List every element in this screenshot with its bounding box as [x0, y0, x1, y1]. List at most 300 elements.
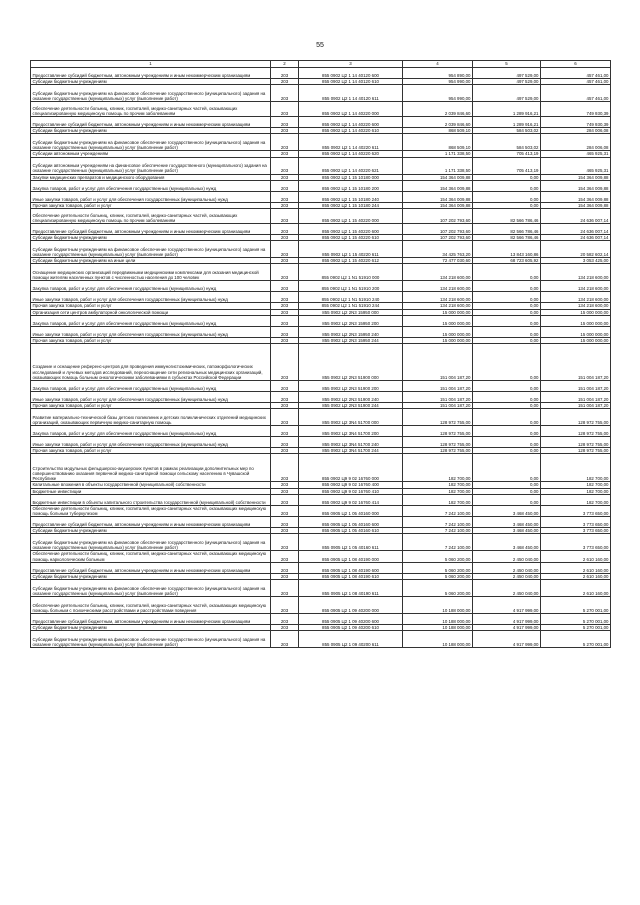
row-amount-unexecuted: 5 270 001,00: [541, 625, 611, 631]
row-amount-executed: 4 917 999,00: [473, 597, 541, 614]
row-classification-code: 855 0902 Ц9 9 02 16760 400: [299, 482, 403, 488]
row-amount-plan: 5 060 200,00: [403, 562, 473, 573]
row-code: 203: [271, 180, 299, 191]
row-amount-unexecuted: 24 636 007,14: [541, 224, 611, 235]
row-amount-plan: 15 000 000,00: [403, 326, 473, 337]
row-amount-unexecuted: 182 700,00: [541, 488, 611, 494]
row-amount-executed: 705 413,19: [473, 151, 541, 157]
row-code: 203: [271, 157, 299, 174]
row-amount-unexecuted: 151 004 187,20: [541, 392, 611, 403]
row-description: Прочая закупка товаров, работ и услуг: [31, 403, 271, 409]
row-amount-executed: 3 468 450,00: [473, 534, 541, 551]
row-amount-executed: 0,00: [473, 191, 541, 202]
table-row: [31, 264, 611, 281]
row-classification-code: 855 0902 Ц2 1 N1 51910 240: [299, 292, 403, 303]
row-amount-plan: 34 425 763,20: [403, 241, 473, 258]
table-row: [31, 224, 611, 235]
row-amount-unexecuted: 3 773 650,00: [541, 528, 611, 534]
table-body: [31, 68, 611, 648]
row-description: Субсидии бюджетным учреждениям на финансовое обеспечение государственного (муниципального) задания на оказание государственных (муниципальных) услуг (выполнение работ): [31, 241, 271, 258]
table-row: [31, 426, 611, 437]
row-code: 203: [271, 597, 299, 614]
row-code: 203: [271, 134, 299, 151]
row-description: Предоставление субсидий бюджетным, автономным учреждениям и иным некоммерческим организациям: [31, 562, 271, 573]
row-amount-executed: 0,00: [473, 409, 541, 426]
budget-table: [30, 60, 611, 648]
table-row: [31, 209, 611, 224]
row-amount-unexecuted: 3 053 425,00: [541, 258, 611, 264]
row-classification-code: 855 0902 Ц2 3N4 51700 000: [299, 409, 403, 426]
row-amount-unexecuted: 154 364 009,88: [541, 180, 611, 191]
row-description: Прочая закупка товаров, работ и услуг: [31, 448, 271, 454]
row-description: Иные закупки товаров, работ и услуг для обеспечения государственных (муниципальных) нужд: [31, 292, 271, 303]
row-amount-plan: 154 364 009,88: [403, 202, 473, 208]
row-amount-unexecuted: 182 700,00: [541, 494, 611, 505]
row-code: 203: [271, 505, 299, 516]
table-row: [31, 292, 611, 303]
row-amount-plan: 107 202 793,60: [403, 235, 473, 241]
table-row: [31, 117, 611, 128]
row-amount-plan: 954 990,00: [403, 85, 473, 102]
row-amount-executed: 0,00: [473, 303, 541, 309]
row-classification-code: 855 0902 Ц2 2N3 15950 200: [299, 315, 403, 326]
row-amount-unexecuted: 749 930,39: [541, 117, 611, 128]
row-amount-unexecuted: 134 218 600,00: [541, 264, 611, 281]
row-amount-unexecuted: 5 270 001,00: [541, 614, 611, 625]
row-amount-plan: 10 188 000,00: [403, 631, 473, 648]
row-code: 203: [271, 309, 299, 315]
table-row: [31, 281, 611, 292]
row-description: Субсидии автономным учреждениям: [31, 151, 271, 157]
row-classification-code: 855 0902 Ц2 1 15 40220 610: [299, 235, 403, 241]
table-row: [31, 580, 611, 597]
row-amount-plan: 151 004 187,20: [403, 344, 473, 381]
row-classification-code: 855 0905 Ц2 1 09 40200 000: [299, 597, 403, 614]
row-description: Обеспечение деятельности больниц, клиник, госпиталей, медико-санитарных частей, оказывающих медицинскую помощь наркологическим больным: [31, 551, 271, 562]
row-classification-code: 855 0902 Ц2 3N4 51700 200: [299, 426, 403, 437]
row-amount-executed: 2 450 040,00: [473, 562, 541, 573]
row-classification-code: 855 0905 Ц2 1 08 40190 610: [299, 573, 403, 579]
row-code: 203: [271, 534, 299, 551]
row-amount-executed: 0,00: [473, 403, 541, 409]
row-amount-executed: 0,00: [473, 381, 541, 392]
table-row: [31, 85, 611, 102]
row-amount-unexecuted: 128 972 755,00: [541, 426, 611, 437]
row-description: Организация сети центров амбулаторной онкологической помощи: [31, 309, 271, 315]
row-classification-code: 855 0905 Ц2 1 05 40160 600: [299, 517, 403, 528]
row-amount-unexecuted: 284 006,08: [541, 134, 611, 151]
row-amount-executed: 2 450 040,00: [473, 551, 541, 562]
row-classification-code: 855 0902 Ц2 2N3 51900 200: [299, 381, 403, 392]
row-amount-executed: 0,00: [473, 454, 541, 482]
row-description: Развитие материально-технической базы детских поликлиник и детских поликлинических отделений медицинских организаций, оказывающих первичную медико-санитарную помощь: [31, 409, 271, 426]
row-amount-executed: 4 917 999,00: [473, 625, 541, 631]
row-amount-plan: 7 242 100,00: [403, 528, 473, 534]
row-code: 203: [271, 202, 299, 208]
row-amount-executed: 0,00: [473, 426, 541, 437]
row-code: 203: [271, 264, 299, 281]
row-amount-plan: 151 004 187,20: [403, 392, 473, 403]
row-classification-code: 855 0902 Ц2 2N3 51900 244: [299, 403, 403, 409]
row-amount-unexecuted: 154 364 009,88: [541, 191, 611, 202]
row-code: 203: [271, 258, 299, 264]
row-code: 203: [271, 580, 299, 597]
table-row: [31, 180, 611, 191]
row-amount-executed: 0,00: [473, 315, 541, 326]
row-description: Бюджетные инвестиции в объекты капитального строительства государственной (муниципальной) собственности: [31, 494, 271, 505]
row-amount-unexecuted: 20 582 602,14: [541, 241, 611, 258]
row-amount-unexecuted: 15 000 000,00: [541, 337, 611, 343]
row-amount-plan: 10 188 000,00: [403, 614, 473, 625]
row-amount-unexecuted: 15 000 000,00: [541, 326, 611, 337]
row-amount-executed: 0,00: [473, 482, 541, 488]
row-code: 203: [271, 326, 299, 337]
row-amount-plan: 15 000 000,00: [403, 337, 473, 343]
row-classification-code: 855 0902 Ц2 3N4 51700 240: [299, 437, 403, 448]
row-amount-unexecuted: 128 972 755,00: [541, 409, 611, 426]
row-description: Предоставление субсидий бюджетным, автономным учреждениям и иным некоммерческим организациям: [31, 224, 271, 235]
table-row: [31, 241, 611, 258]
row-classification-code: 855 0902 Ц2 2N3 51900 240: [299, 392, 403, 403]
table-row: [31, 631, 611, 648]
row-amount-executed: 0,00: [473, 202, 541, 208]
row-description: Закупка товаров, работ и услуг для обеспечения государственных (муниципальных) нужд: [31, 315, 271, 326]
row-amount-unexecuted: 2 610 160,00: [541, 580, 611, 597]
row-amount-unexecuted: 134 218 600,00: [541, 303, 611, 309]
row-code: 203: [271, 85, 299, 102]
table-row: [31, 68, 611, 79]
row-amount-plan: 1 171 338,50: [403, 157, 473, 174]
row-description: Закупка товаров, работ и услуг для обеспечения государственных (муниципальных) нужд: [31, 180, 271, 191]
row-amount-executed: 82 566 786,46: [473, 235, 541, 241]
row-amount-plan: 154 364 009,88: [403, 180, 473, 191]
row-classification-code: 855 0902 Ц2 1 15 10180 240: [299, 191, 403, 202]
row-classification-code: 855 0905 Ц2 1 05 40160 610: [299, 528, 403, 534]
row-amount-unexecuted: 2 610 160,00: [541, 573, 611, 579]
row-amount-plan: 182 700,00: [403, 494, 473, 505]
table-row: [31, 102, 611, 117]
row-classification-code: 855 0905 Ц2 1 08 40190 611: [299, 580, 403, 597]
row-amount-executed: 0,00: [473, 180, 541, 191]
row-code: 203: [271, 292, 299, 303]
row-description: Бюджетные инвестиции: [31, 488, 271, 494]
row-classification-code: 855 0902 Ц2 1 15 40220 611: [299, 241, 403, 258]
header-col-3: 3: [299, 61, 403, 68]
row-classification-code: 855 0902 Ц2 2N3 15950 000: [299, 309, 403, 315]
row-amount-executed: 0,00: [473, 448, 541, 454]
header-col-5: 5: [473, 61, 541, 68]
row-amount-plan: 2 039 846,60: [403, 117, 473, 128]
row-amount-unexecuted: 24 636 007,14: [541, 209, 611, 224]
table-row: [31, 157, 611, 174]
row-amount-plan: 107 202 793,60: [403, 209, 473, 224]
row-description: Субсидии бюджетным учреждениям на финансовое обеспечение государственного (муниципального) задания на оказание государственных (муниципальных) услуг (выполнение работ): [31, 134, 271, 151]
row-classification-code: 855 0902 Ц2 1 14 40220 621: [299, 157, 403, 174]
row-amount-unexecuted: 465 925,31: [541, 157, 611, 174]
row-amount-unexecuted: 457 461,00: [541, 79, 611, 85]
row-code: 203: [271, 381, 299, 392]
row-amount-executed: 497 529,00: [473, 79, 541, 85]
header-col-4: 4: [403, 61, 473, 68]
row-amount-executed: 0,00: [473, 264, 541, 281]
table-row: [31, 191, 611, 202]
row-amount-unexecuted: 457 461,00: [541, 68, 611, 79]
header-col-2: 2: [271, 61, 299, 68]
row-amount-executed: 0,00: [473, 437, 541, 448]
row-amount-plan: 182 700,00: [403, 482, 473, 488]
row-amount-unexecuted: 465 925,31: [541, 151, 611, 157]
row-code: 203: [271, 315, 299, 326]
row-code: 203: [271, 448, 299, 454]
row-classification-code: 855 0902 Ц2 1 15 40220 000: [299, 209, 403, 224]
row-description: Закупка товаров, работ и услуг для обеспечения государственных (муниципальных) нужд: [31, 426, 271, 437]
row-code: 203: [271, 68, 299, 79]
row-amount-unexecuted: 154 364 009,88: [541, 202, 611, 208]
row-code: 203: [271, 235, 299, 241]
row-amount-unexecuted: 154 364 009,88: [541, 174, 611, 180]
row-description: Субсидии бюджетным учреждениям: [31, 79, 271, 85]
row-description: Прочая закупка товаров, работ и услуг: [31, 337, 271, 343]
table-row: [31, 437, 611, 448]
row-classification-code: 855 0902 Ц2 1 N1 51910 244: [299, 303, 403, 309]
row-classification-code: 855 0902 Ц2 1 15 10180 200: [299, 180, 403, 191]
row-amount-executed: 3 468 450,00: [473, 505, 541, 516]
row-amount-plan: 134 218 600,00: [403, 292, 473, 303]
row-amount-unexecuted: 182 700,00: [541, 482, 611, 488]
row-code: 203: [271, 482, 299, 488]
table-row: [31, 517, 611, 528]
table-row: [31, 534, 611, 551]
row-amount-plan: 954 890,00: [403, 68, 473, 79]
row-classification-code: 855 0905 Ц2 1 09 40200 600: [299, 614, 403, 625]
row-amount-executed: 0,00: [473, 292, 541, 303]
row-amount-unexecuted: 5 270 001,00: [541, 631, 611, 648]
row-code: 203: [271, 562, 299, 573]
row-amount-plan: 151 004 187,20: [403, 403, 473, 409]
page-number: 55: [316, 42, 324, 49]
row-code: 203: [271, 191, 299, 202]
row-amount-unexecuted: 151 004 187,20: [541, 344, 611, 381]
row-description: Субсидии автономным учреждениям на финансовое обеспечение государственного (муниципального) задания на оказание государственных (муниципальных) услуг (выполнение работ): [31, 157, 271, 174]
row-description: Субсидии бюджетным учреждениям на финансовое обеспечение государственного (муниципального) задания на оказание государственных (муниципальных) услуг (выполнение работ): [31, 534, 271, 551]
row-amount-unexecuted: 749 930,39: [541, 102, 611, 117]
row-amount-plan: 5 060 200,00: [403, 573, 473, 579]
table-row: [31, 381, 611, 392]
row-amount-executed: 13 843 160,86: [473, 241, 541, 258]
row-description: Предоставление субсидий бюджетным, автономным учреждениям и иным некоммерческим организациям: [31, 68, 271, 79]
row-description: Предоставление субсидий бюджетным, автономным учреждениям и иным некоммерческим организациям: [31, 117, 271, 128]
row-description: Иные закупки товаров, работ и услуг для обеспечения государственных (муниципальных) нужд: [31, 392, 271, 403]
row-classification-code: 855 0902 Ц2 1 14 40220 620: [299, 151, 403, 157]
row-amount-executed: 0,00: [473, 344, 541, 381]
row-classification-code: 855 0902 Ц2 1 14 40220 611: [299, 134, 403, 151]
row-description: Иные закупки товаров, работ и услуг для обеспечения государственных (муниципальных) нужд: [31, 437, 271, 448]
row-code: 203: [271, 454, 299, 482]
row-amount-plan: 182 700,00: [403, 488, 473, 494]
table-row: [31, 134, 611, 151]
row-amount-plan: 7 242 100,00: [403, 517, 473, 528]
row-code: 203: [271, 528, 299, 534]
row-classification-code: 855 0902 Ц2 2N3 15950 244: [299, 337, 403, 343]
row-amount-executed: 1 289 916,21: [473, 102, 541, 117]
row-amount-plan: 107 202 793,60: [403, 224, 473, 235]
row-amount-executed: 0,00: [473, 174, 541, 180]
row-code: 203: [271, 551, 299, 562]
row-amount-unexecuted: 128 972 755,00: [541, 448, 611, 454]
row-code: 203: [271, 625, 299, 631]
row-description: Субсидии бюджетным учреждениям: [31, 625, 271, 631]
row-amount-executed: 82 566 786,46: [473, 209, 541, 224]
row-amount-executed: 497 529,00: [473, 85, 541, 102]
row-classification-code: 855 0902 Ц2 1 14 40120 600: [299, 68, 403, 79]
row-amount-unexecuted: 457 461,00: [541, 85, 611, 102]
row-amount-executed: 1 289 916,21: [473, 117, 541, 128]
row-code: 203: [271, 209, 299, 224]
row-amount-executed: 4 917 999,00: [473, 631, 541, 648]
row-description: Субсидии бюджетным учреждениям на финансовое обеспечение государственного (муниципального) задания на оказание государственных (муниципальных) услуг (выполнение работ): [31, 85, 271, 102]
row-description: Субсидии бюджетным учреждениям на финансовое обеспечение государственного (муниципального) задания на оказание государственных (муниципальных) услуг (выполнение работ): [31, 631, 271, 648]
row-amount-executed: 584 503,02: [473, 128, 541, 134]
table-row: [31, 454, 611, 482]
row-amount-executed: 0,00: [473, 392, 541, 403]
row-amount-executed: 0,00: [473, 309, 541, 315]
row-classification-code: 855 0902 Ц9 9 02 16760 000: [299, 454, 403, 482]
table-row: [31, 326, 611, 337]
row-amount-plan: 151 004 187,20: [403, 381, 473, 392]
table-row: [31, 392, 611, 403]
row-amount-executed: 0,00: [473, 494, 541, 505]
row-code: 203: [271, 392, 299, 403]
row-amount-plan: 7 242 100,00: [403, 534, 473, 551]
row-code: 203: [271, 614, 299, 625]
row-amount-unexecuted: 15 000 000,00: [541, 315, 611, 326]
row-amount-unexecuted: 3 773 650,00: [541, 517, 611, 528]
row-description: Субсидии бюджетным учреждениям на иные цели: [31, 258, 271, 264]
row-classification-code: 855 0902 Ц2 3N4 51700 244: [299, 448, 403, 454]
table-row: [31, 505, 611, 516]
row-amount-unexecuted: 3 773 650,00: [541, 505, 611, 516]
row-classification-code: 855 0902 Ц2 1 15 10180 244: [299, 202, 403, 208]
row-amount-executed: 2 450 040,00: [473, 573, 541, 579]
row-classification-code: 855 0902 Ц9 9 02 16760 414: [299, 494, 403, 505]
row-description: Строительство модульных фельдшерско-акушерских пунктов в рамках реализации дополнительных мер по совершенствованию оказания первичной медико-санитарной помощи сельскому населению в Чувашской Республике: [31, 454, 271, 482]
row-classification-code: 855 0902 Ц2 1 14 40120 610: [299, 79, 403, 85]
header-col-1: 1: [31, 61, 271, 68]
table-row: [31, 409, 611, 426]
row-amount-executed: 0,00: [473, 281, 541, 292]
row-amount-unexecuted: 3 773 650,00: [541, 534, 611, 551]
row-amount-plan: 868 509,10: [403, 128, 473, 134]
row-code: 203: [271, 224, 299, 235]
row-code: 203: [271, 488, 299, 494]
row-description: Субсидии бюджетным учреждениям: [31, 128, 271, 134]
row-description: Иные закупки товаров, работ и услуг для обеспечения государственных (муниципальных) нужд: [31, 191, 271, 202]
table-row: [31, 315, 611, 326]
table-header-row: [31, 61, 611, 68]
row-amount-unexecuted: 182 700,00: [541, 454, 611, 482]
row-description: Субсидии бюджетным учреждениям: [31, 573, 271, 579]
row-amount-plan: 134 218 600,00: [403, 281, 473, 292]
row-amount-unexecuted: 5 270 001,00: [541, 597, 611, 614]
row-amount-plan: 2 039 846,60: [403, 102, 473, 117]
row-amount-executed: 4 917 999,00: [473, 614, 541, 625]
row-code: 203: [271, 102, 299, 117]
row-classification-code: 855 0905 Ц2 1 08 40190 600: [299, 562, 403, 573]
row-amount-plan: 128 972 755,00: [403, 409, 473, 426]
row-code: 203: [271, 573, 299, 579]
row-amount-unexecuted: 15 000 000,00: [541, 309, 611, 315]
row-code: 203: [271, 241, 299, 258]
row-amount-plan: 128 972 755,00: [403, 426, 473, 437]
row-amount-executed: 68 723 605,92: [473, 258, 541, 264]
row-amount-unexecuted: 24 636 007,14: [541, 235, 611, 241]
row-amount-executed: 3 468 450,00: [473, 528, 541, 534]
row-amount-executed: 2 450 040,00: [473, 580, 541, 597]
row-amount-plan: 134 218 600,00: [403, 303, 473, 309]
row-classification-code: 855 0902 Ц2 1 15 10180 000: [299, 174, 403, 180]
row-description: Оснащение медицинских организаций передвижными медицинскими комплексами для оказания медицинской помощи жителям населенных пунктов с численностью населения до 100 человек: [31, 264, 271, 281]
row-code: 203: [271, 174, 299, 180]
row-classification-code: 855 0902 Ц2 1 15 40220 612: [299, 258, 403, 264]
row-amount-executed: 0,00: [473, 326, 541, 337]
row-amount-unexecuted: 151 004 187,20: [541, 403, 611, 409]
row-amount-plan: 128 972 755,00: [403, 448, 473, 454]
row-description: Обеспечение деятельности больниц, клиник, госпиталей, медико-санитарных частей, оказывающих медицинскую помощь больным туберкулезом: [31, 505, 271, 516]
row-code: 203: [271, 79, 299, 85]
row-amount-executed: 0,00: [473, 337, 541, 343]
row-amount-unexecuted: 2 610 160,00: [541, 551, 611, 562]
row-code: 203: [271, 117, 299, 128]
table-row: [31, 494, 611, 505]
row-code: 203: [271, 494, 299, 505]
table-row: [31, 597, 611, 614]
row-description: Создание и оснащение референс-центров для проведения иммуногистохимических, патоморфологических исследований и лучевых методов исследований, переоснащение сети региональных медицинских организаций, оказывающих помощь больным онкологическими заболеваниями в субъектах Российской Федерации: [31, 344, 271, 381]
row-description: Капитальные вложения в объекты государственной (муниципальной) собственности: [31, 482, 271, 488]
row-code: 203: [271, 303, 299, 309]
row-description: Закупки медицинских препаратов и медицинского оборудования: [31, 174, 271, 180]
row-amount-executed: 497 529,00: [473, 68, 541, 79]
row-code: 203: [271, 281, 299, 292]
row-code: 203: [271, 151, 299, 157]
row-description: Субсидии бюджетным учреждениям: [31, 528, 271, 534]
table-row: [31, 344, 611, 381]
row-description: Обеспечение деятельности больниц, клиник, госпиталей, медико-санитарных частей, оказывающих специализированную медицинскую помощь по прочим заболеваниям: [31, 102, 271, 117]
row-amount-unexecuted: 134 218 600,00: [541, 292, 611, 303]
row-amount-plan: 154 364 009,88: [403, 174, 473, 180]
row-code: 203: [271, 128, 299, 134]
row-amount-plan: 182 700,00: [403, 454, 473, 482]
row-amount-plan: 1 171 338,50: [403, 151, 473, 157]
row-classification-code: 855 0905 Ц2 1 05 40160 000: [299, 505, 403, 516]
row-description: Закупка товаров, работ и услуг для обеспечения государственных (муниципальных) нужд: [31, 381, 271, 392]
row-classification-code: 855 0905 Ц2 1 05 40160 611: [299, 534, 403, 551]
row-classification-code: 855 0902 Ц2 1 N1 51910 200: [299, 281, 403, 292]
row-description: Субсидии бюджетным учреждениям на финансовое обеспечение государственного (муниципального) задания на оказание государственных (муниципальных) услуг (выполнение работ): [31, 580, 271, 597]
row-description: Обеспечение деятельности больниц, клиник, госпиталей, медико-санитарных частей, оказывающих специализированную медицинскую помощь по прочим заболеваниям: [31, 209, 271, 224]
row-classification-code: 855 0902 Ц9 9 02 16760 410: [299, 488, 403, 494]
row-code: 203: [271, 344, 299, 381]
row-amount-plan: 154 364 009,88: [403, 191, 473, 202]
table-row: [31, 614, 611, 625]
row-amount-plan: 128 972 755,00: [403, 437, 473, 448]
row-amount-executed: 584 503,02: [473, 134, 541, 151]
row-amount-plan: 15 000 000,00: [403, 315, 473, 326]
row-amount-executed: 3 468 450,00: [473, 517, 541, 528]
row-description: Предоставление субсидий бюджетным, автономным учреждениям и иным некоммерческим организациям: [31, 614, 271, 625]
row-code: 203: [271, 409, 299, 426]
row-amount-unexecuted: 284 006,08: [541, 128, 611, 134]
row-amount-executed: 0,00: [473, 488, 541, 494]
